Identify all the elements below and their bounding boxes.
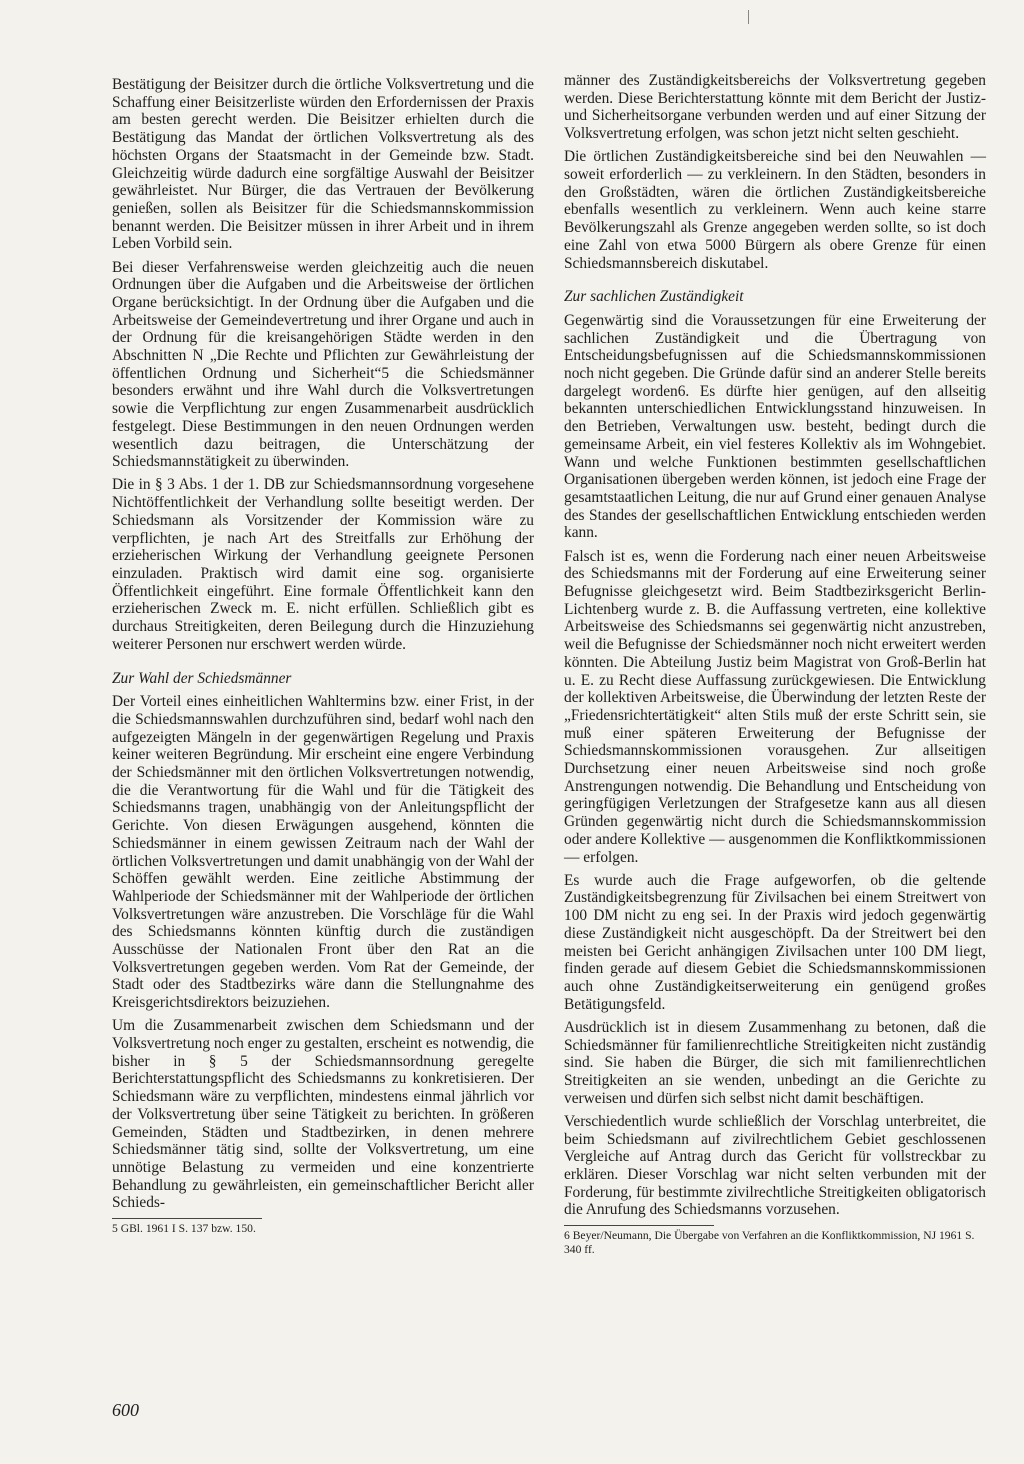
paragraph: Verschiedentlich wurde schließlich der Vorschlag unterbreitet, die beim Schiedsmann auf zivilrechtlichem Gebiet geschlossenen Vergleiche auf Antrag durch das Gericht für vollstreckbar zu erklären. Dieser Vorschlag war nicht selten verbunden mit der Forderung, für bestimmte zivilrechtliche Streitigkeiten obligatorisch die Anrufung des Schiedsmanns vorzusehen. (564, 1112, 986, 1219)
paragraph: Bei dieser Verfahrensweise werden gleichzeitig auch die neuen Ordnungen über die Aufgaben und die Arbeitsweise der örtlichen Organe berücksichtigt. In der Ordnung über die Aufgaben und die Arbeitsweise der Gemeindevertretung und ihrer Organe und auch in der Ordnung für die kreisangehörigen Städte werden in den Abschnitten N „Die Rechte und Pflichten zur Gewährleistung der öffentlichen Ordnung und Sicherheit“5 die Schiedsmänner besonders erwähnt und ihre Wahl durch die Volksvertretungen sowie die Verpflichtung zur engen Zusammenarbeit ausdrücklich festgelegt. Diese Bestimmungen in den neuen Ordnungen werden wesentlich dazu beitragen, die Unterschätzung der Schiedsmannstätigkeit zu überwinden. (112, 258, 534, 471)
section-heading: Zur sachlichen Zuständigkeit (564, 288, 744, 306)
footnote-divider (112, 1218, 262, 1219)
paragraph: Die in § 3 Abs. 1 der 1. DB zur Schiedsmannsordnung vorgesehene Nichtöffentlichkeit der Verhandlung sollte beseitigt werden. Der Schiedsmann als Vorsitzender der Kommission wäre zu verpflichten, je nach Art des Streitfalls zur Erhöhung der erzieherischen Wirkung der Verhandlung geeignete Personen einzuladen. Praktisch wird damit eine sog. organisierte Öffentlichkeit eingeführt. Eine formale Öffentlichkeit kann den erzieherischen Zweck m. E. nicht erfüllen. Schließlich gibt es durchaus Streitigkeiten, deren Beilegung durch die Hinzuziehung weiterer Personen nur erschwert werden würde. (112, 476, 534, 653)
paragraph: männer des Zuständigkeitsbereichs der Volksvertretung gegeben werden. Diese Berichterstattung könnte mit dem Bericht der Justiz- und Sicherheitsorgane verbunden werden und auf einer Sitzung der Volksvertretung erfolgen, was schon jetzt nicht selten geschieht. (564, 72, 986, 143)
paragraph: Um die Zusammenarbeit zwischen dem Schiedsmann und der Volksvertretung noch enger zu gestalten, erscheint es notwendig, die bisher in § 5 der Schiedsmannsordnung geregelte Berichterstattungspflicht des Schiedsmanns zu konkretisieren. Der Schiedsmann wäre zu verpflichten, mindestens einmal jährlich vor der Volksvertretung über seine Tätigkeit zu berichten. In größeren Gemeinden, Städten und Stadtbezirken, in denen mehrere Schiedsmänner tätig sind, sollte der Volksvertretung, um eine unnötige Belastung zu vermeiden und eine konzentrierte Behandlung zu gewährleisten, ein gemeinschaftlicher Bericht aller Schieds- (112, 1017, 534, 1212)
left-column (112, 76, 534, 1241)
right-column (564, 72, 986, 1262)
footnote: 5 GBl. 1961 I S. 137 bzw. 150. (112, 1222, 256, 1236)
paragraph: Gegenwärtig sind die Voraussetzungen für eine Erweiterung der sachlichen Zuständigkeit und die Übertragung von Entscheidungsbefugnissen auf die Schiedsmannskommissionen noch nicht gegeben. Die Gründe dafür sind an anderer Stelle bereits dargelegt worden6. Es dürfte hier genügen, auf den allseitig bekannten unterschiedlichen Entwicklungsstand hinzuweisen. In den Betrieben, Verwaltungen usw. besteht, bedingt durch die gemeinsame Arbeit, ein viel festeres Kollektiv als im Wohngebiet. Wann und welche Funktionen bestimmten gesellschaftlichen Organisationen übergeben werden können, ist jedoch eine Frage der gesamtstaatlichen Leitung, die nur auf Grund einer genauen Analyse des Standes der gesellschaftlichen Entwicklung entschieden werden kann. (564, 311, 986, 542)
footnote-divider (564, 1225, 714, 1226)
paragraph: Bestätigung der Beisitzer durch die örtliche Volksvertretung und die Schaffung einer Beisitzerliste würden den Erfordernissen der Praxis am besten gerecht werden. Die Beisitzer erhielten durch die Bestätigung das Mandat der örtlichen Volksvertretung als des höchsten Organs der Staatsmacht in der Gemeinde bzw. Stadt. Gleichzeitig würde dadurch eine sorgfältige Auswahl der Beisitzer gewährleistet. Nur Bürger, die das Vertrauen der Bevölkerung genießen, sollen als Beisitzer für die Schiedsmannskommission benannt werden. Die Beisitzer müssen in ihrer Arbeit und in ihrem Leben Vorbild sein. (112, 76, 534, 253)
scan-mark (748, 10, 749, 24)
paragraph: Die örtlichen Zuständigkeitsbereiche sind bei den Neuwahlen — soweit erforderlich — zu verkleinern. In den Städten, besonders in den Großstädten, wären die örtlichen Zuständigkeitsbereiche ebenfalls wesentlich zu verkleinern. Wenn auch keine starre Bevölkerungszahl als Grenze angegeben werden sollte, so ist doch eine Zahl von etwa 5000 Bürgern als obere Grenze für einen Schiedsmannsbereich diskutabel. (564, 148, 986, 272)
paragraph: Ausdrücklich ist in diesem Zusammenhang zu betonen, daß die Schiedsmänner für familienrechtliche Streitigkeiten nicht zuständig sind. Sie haben die Bürger, die sich mit familienrechtlichen Streitigkeiten an sie wenden, unbedingt an die Gerichte zu verweisen und dürfen sich selbst nicht damit beschäftigen. (564, 1018, 986, 1107)
paragraph: Falsch ist es, wenn die Forderung nach einer neuen Arbeitsweise des Schiedsmanns mit der Forderung auf eine Erweiterung seiner Befugnisse gleichgesetzt wird. Beim Stadtbezirksgericht Berlin-Lichtenberg wurde z. B. die Auffassung vertreten, eine kollektive Arbeitsweise des Schiedsmanns sei gegenwärtig nicht anzustreben, weil die Befugnisse der Schiedsmänner noch nicht erweitert werden könnten. Die Abteilung Justiz beim Magistrat von Groß-Berlin hat u. E. zu Recht diese Auffassung zurückgewiesen. Die Entwicklung der kollektiven Arbeitsweise, die Überwindung der letzten Reste der „Friedensrichtertätigkeit“ alten Stils muß der erste Schritt sein, sie muß einer späteren Erweiterung der Befugnisse der Schiedsmannskommissionen vorausgehen. Zur allseitigen Durchsetzung einer neuen Arbeitsweise sind noch große Anstrengungen notwendig. Die Behandlung und Entscheidung von geringfügigen Verletzungen der Strafgesetze kann aus all diesen Gründen gegenwärtig nicht durch die Schiedsmannskommission oder andere Kollektive — ausgenommen die Konfliktkommissionen — erfolgen. (564, 547, 986, 866)
footnote: 6 Beyer/Neumann, Die Übergabe von Verfahren an die Konfliktkommission, NJ 1961 S. 340 ff. (564, 1229, 975, 1256)
page-number: 600 (112, 1400, 139, 1420)
paragraph: Es wurde auch die Frage aufgeworfen, ob die geltende Zuständigkeitsbegrenzung für Zivilsachen bei einem Streitwert von 100 DM nicht zu eng sei. In der Praxis wird jedoch gegenwärtig diese Zuständigkeit nicht ausgeschöpft. Da der Streitwert bei den meisten bei Gericht anhängigen Zivilsachen unter 100 DM liegt, finden gerade auf diesem Gebiet die Schiedsmannskommissionen auch ohne Zuständigkeitserweiterung ein genügend großes Betätigungsfeld. (564, 871, 986, 1013)
paragraph: Der Vorteil eines einheitlichen Wahltermins bzw. einer Frist, in der die Schiedsmannswahlen durchzuführen sind, bedarf wohl nach den aufgezeigten Mängeln in der gegenwärtigen Regelung und Praxis keiner weiteren Begründung. Mir erscheint eine engere Verbindung der Schiedsmänner mit den örtlichen Volksvertretungen notwendig, die die Verantwortung für die Wahl und für die Tätigkeit des Schiedsmanns tragen, unabhängig von der Anleitungspflicht der Gerichte. Von diesen Erwägungen ausgehend, könnten die Schiedsmänner in einem gewissen Zeitraum nach der Wahl der örtlichen Volksvertretungen und damit unabhängig von der Wahl der Schöffen gewählt werden. Eine zeitliche Abstimmung der Wahlperiode der Schiedsmänner mit der Wahlperiode der örtlichen Volksvertretungen wäre anzustreben. Die Vorschläge für die Wahl des Schiedsmanns könnten künftig durch die zuständigen Ausschüsse der Nationalen Front über den Rat an die Volksvertretungen gegeben werden. Vom Rat der Gemeinde, der Stadt oder des Stadtbezirks wäre dann die Stellungnahme des Kreisgerichtsdirektors beizuziehen. (112, 693, 534, 1012)
section-heading: Zur Wahl der Schiedsmänner (112, 669, 292, 687)
